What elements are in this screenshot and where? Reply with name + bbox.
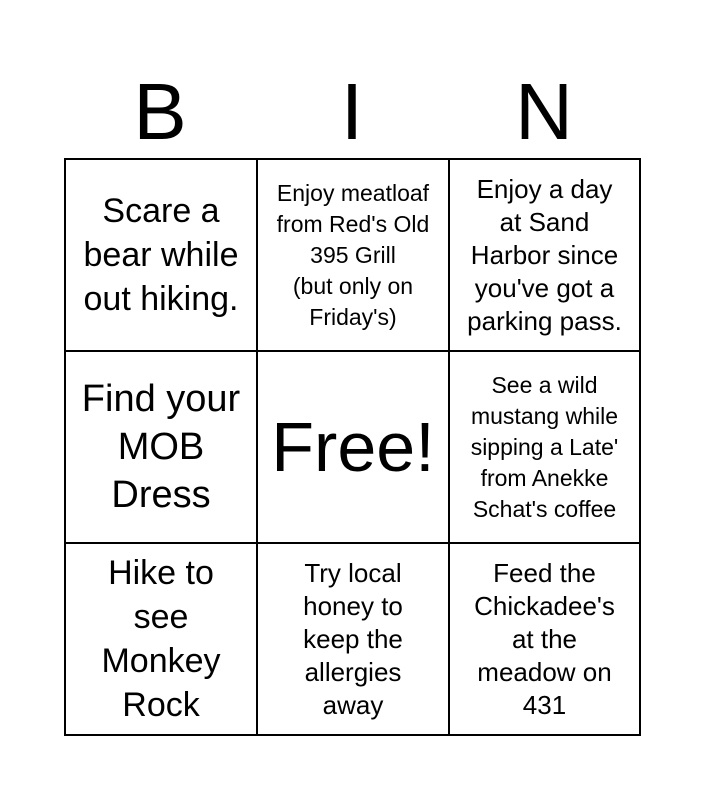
bingo-cell[interactable]	[258, 160, 450, 352]
bingo-cell[interactable]	[66, 160, 258, 352]
bingo-cell-text: Hike to see Monkey Rock	[101, 554, 221, 724]
bingo-cell[interactable]	[450, 160, 639, 352]
bingo-cell-text: Scare a bear while out hiking.	[83, 192, 239, 318]
free-space-text: Free!	[271, 408, 435, 486]
bingo-cell-text: Try local honey to keep the allergies away	[303, 557, 403, 720]
bingo-header	[64, 60, 641, 158]
bingo-grid	[64, 158, 641, 736]
bingo-cell[interactable]	[450, 352, 639, 544]
bingo-cell-text: Enjoy meatloaf from Red's Old 395 Grill (but only on Friday's)	[276, 179, 430, 330]
bingo-cell-text: Find your MOB Dress	[81, 378, 241, 516]
header-letter-b: B	[133, 67, 187, 156]
bingo-cell[interactable]	[258, 544, 450, 734]
bingo-cell-text: Enjoy a day at Sand Harbor since you've got a parking pass.	[467, 173, 622, 336]
bingo-cell[interactable]	[450, 544, 639, 734]
bingo-cell-text: Feed the Chickadee's at the meadow on 431	[474, 557, 615, 720]
free-space-cell[interactable]	[258, 352, 450, 544]
header-letter-i: I	[340, 67, 364, 156]
header-letter-n: N	[515, 67, 573, 156]
bingo-cell[interactable]	[66, 544, 258, 734]
bingo-cell[interactable]	[66, 352, 258, 544]
bingo-cell-text: See a wild mustang while sipping a Late' from Anekke Schat's coffee	[470, 371, 619, 522]
